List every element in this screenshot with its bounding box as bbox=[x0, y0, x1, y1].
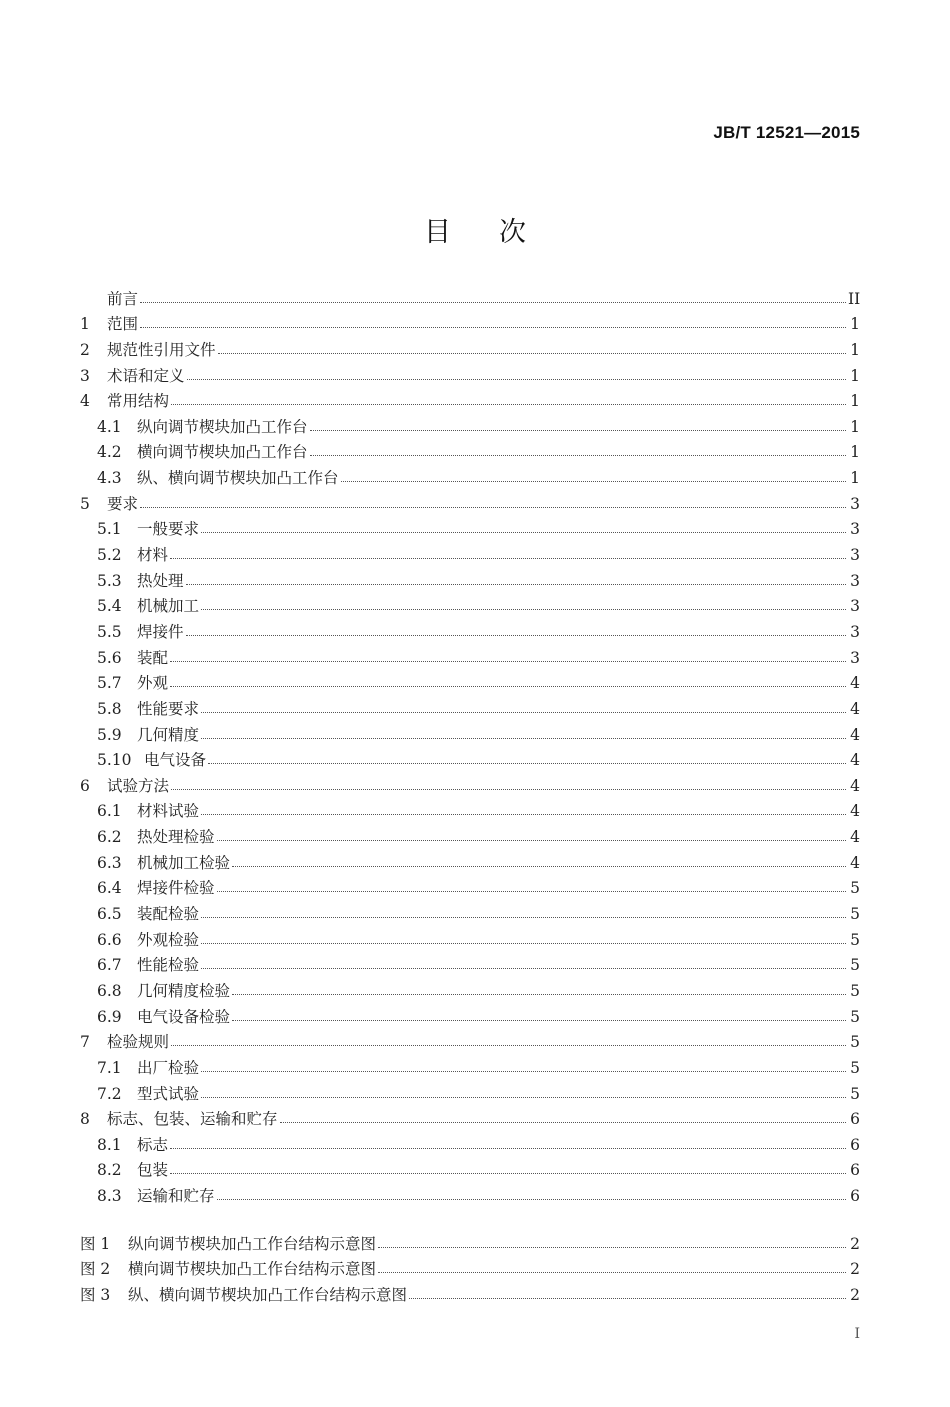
toc-entry[interactable] bbox=[80, 412, 860, 438]
toc-entry-title: 标志、包装、运输和贮存 bbox=[107, 1110, 278, 1129]
toc-entry-page: 6 bbox=[850, 1110, 860, 1129]
dot-leader bbox=[217, 1198, 846, 1200]
toc-entry[interactable] bbox=[80, 489, 860, 515]
toc-entry-title: 热处理检验 bbox=[137, 828, 215, 847]
toc-entry-page: 4 bbox=[850, 776, 860, 795]
toc-entry-number: 2 bbox=[80, 340, 90, 359]
toc-entry-page: 1 bbox=[850, 469, 860, 488]
dot-leader bbox=[201, 711, 846, 713]
toc-entry-page: 4 bbox=[850, 674, 860, 693]
toc-entry-number: 3 bbox=[80, 366, 90, 385]
toc-entry-title: 包装 bbox=[137, 1161, 169, 1180]
figure-entry-page: 2 bbox=[850, 1234, 860, 1253]
toc-entry-number: 5.2 bbox=[97, 546, 122, 565]
toc-entry-page: II bbox=[848, 289, 861, 308]
dot-leader bbox=[217, 890, 846, 892]
document-code: JB/T 12521—2015 bbox=[713, 123, 860, 142]
toc-entry-number: 6.9 bbox=[97, 1007, 122, 1026]
toc-entry-number: 8 bbox=[80, 1110, 90, 1129]
toc-entry-page: 6 bbox=[850, 1187, 860, 1206]
dot-leader bbox=[201, 1070, 846, 1072]
toc-entry-number: 1 bbox=[80, 315, 90, 334]
toc-entry-number: 5.9 bbox=[97, 725, 122, 744]
toc-entry-number: 5.4 bbox=[97, 597, 122, 616]
dot-leader bbox=[378, 1271, 846, 1273]
toc-entry-title: 装配检验 bbox=[137, 905, 200, 924]
toc-entry-number: 5.3 bbox=[97, 571, 122, 590]
toc-entry-page: 4 bbox=[850, 802, 860, 821]
toc-entry-title: 横向调节楔块加凸工作台 bbox=[137, 443, 308, 462]
toc-entry[interactable] bbox=[80, 1053, 860, 1079]
dot-leader bbox=[310, 429, 846, 431]
toc-entry-page: 5 bbox=[850, 981, 860, 1000]
toc-entry-title: 焊接件 bbox=[137, 622, 184, 641]
toc-entry-title: 外观 bbox=[137, 674, 169, 693]
dot-leader bbox=[201, 531, 846, 533]
dot-leader bbox=[201, 916, 846, 918]
toc-entry-number: 5.7 bbox=[97, 674, 122, 693]
dot-leader bbox=[280, 1121, 846, 1123]
toc-entry[interactable] bbox=[80, 438, 860, 464]
toc-entry-number: 6.1 bbox=[97, 802, 122, 821]
toc-entry-title: 材料 bbox=[137, 546, 169, 565]
dot-leader bbox=[201, 737, 846, 739]
toc-entry-page: 1 bbox=[850, 366, 860, 385]
dot-leader bbox=[140, 301, 846, 303]
toc-entry[interactable] bbox=[80, 822, 860, 848]
toc-entry-number: 5.6 bbox=[97, 648, 122, 667]
toc-entry-page: 1 bbox=[850, 417, 860, 436]
toc-entry-title: 标志 bbox=[137, 1135, 169, 1154]
toc-entry-number: 5.8 bbox=[97, 699, 122, 718]
figure-entry[interactable] bbox=[80, 1229, 860, 1255]
dot-leader bbox=[170, 685, 846, 687]
toc-entry-number: 4.3 bbox=[97, 469, 122, 488]
toc-entry[interactable] bbox=[80, 387, 860, 413]
toc-entry-page: 5 bbox=[850, 1058, 860, 1077]
toc-entry-number: 5.1 bbox=[97, 520, 122, 539]
title-char-2: 次 bbox=[499, 217, 526, 248]
table-of-contents bbox=[80, 284, 860, 1207]
toc-entry[interactable] bbox=[80, 1156, 860, 1182]
toc-entry-number: 6.5 bbox=[97, 905, 122, 924]
toc-entry-title: 前言 bbox=[107, 289, 139, 308]
toc-entry[interactable] bbox=[80, 874, 860, 900]
dot-leader bbox=[232, 1019, 846, 1021]
toc-entry-title: 规范性引用文件 bbox=[107, 340, 216, 359]
dot-leader bbox=[140, 506, 846, 508]
toc-entry-title: 一般要求 bbox=[137, 520, 200, 539]
figure-entry-number: 图 2 bbox=[80, 1260, 111, 1279]
toc-entry-title: 型式试验 bbox=[137, 1084, 200, 1103]
toc-entry-number: 7 bbox=[80, 1033, 90, 1052]
figure-entry[interactable] bbox=[80, 1280, 860, 1306]
toc-entry-number: 6.7 bbox=[97, 956, 122, 975]
dot-leader bbox=[186, 634, 846, 636]
figure-entry-number: 图 1 bbox=[80, 1234, 111, 1253]
toc-entry-number: 8.2 bbox=[97, 1161, 122, 1180]
toc-entry[interactable] bbox=[80, 310, 860, 336]
toc-entry[interactable] bbox=[80, 592, 860, 618]
figure-list bbox=[80, 1229, 860, 1306]
toc-entry-page: 3 bbox=[850, 648, 860, 667]
toc-entry-page: 1 bbox=[850, 392, 860, 411]
toc-entry-page: 3 bbox=[850, 597, 860, 616]
toc-entry-page: 3 bbox=[850, 494, 860, 513]
toc-entry-page: 5 bbox=[850, 879, 860, 898]
toc-entry[interactable] bbox=[80, 1130, 860, 1156]
toc-entry-page: 3 bbox=[850, 520, 860, 539]
toc-entry[interactable] bbox=[80, 1079, 860, 1105]
toc-entry-title: 要求 bbox=[107, 494, 139, 513]
dot-leader bbox=[201, 1096, 846, 1098]
toc-entry[interactable] bbox=[80, 335, 860, 361]
dot-leader bbox=[409, 1297, 846, 1299]
toc-entry-title: 试验方法 bbox=[107, 776, 170, 795]
title-char-1: 目 bbox=[424, 217, 451, 248]
dot-leader bbox=[310, 454, 846, 456]
toc-entry-number: 6.6 bbox=[97, 930, 122, 949]
toc-entry-page: 3 bbox=[850, 622, 860, 641]
toc-entry[interactable] bbox=[80, 1028, 860, 1054]
toc-entry-title: 材料试验 bbox=[137, 802, 200, 821]
dot-leader bbox=[201, 942, 846, 944]
toc-entry-title: 装配 bbox=[137, 648, 169, 667]
toc-entry-number: 5.10 bbox=[97, 751, 132, 770]
page-number: I bbox=[854, 1326, 860, 1342]
toc-entry[interactable] bbox=[80, 643, 860, 669]
toc-entry-number: 6.4 bbox=[97, 879, 122, 898]
toc-entry-title: 性能检验 bbox=[137, 956, 200, 975]
toc-entry[interactable] bbox=[80, 566, 860, 592]
toc-entry[interactable] bbox=[80, 515, 860, 541]
toc-entry-page: 4 bbox=[850, 725, 860, 744]
toc-entry-title: 纵、横向调节楔块加凸工作台 bbox=[137, 469, 339, 488]
toc-entry-page: 1 bbox=[850, 443, 860, 462]
toc-entry-page: 3 bbox=[850, 571, 860, 590]
toc-entry[interactable] bbox=[80, 617, 860, 643]
figure-entry[interactable] bbox=[80, 1255, 860, 1281]
dot-leader bbox=[171, 788, 846, 790]
toc-entry-number: 6 bbox=[80, 776, 90, 795]
figure-entry-title: 横向调节楔块加凸工作台结构示意图 bbox=[128, 1260, 377, 1279]
toc-entry-number: 6.3 bbox=[97, 853, 122, 872]
toc-entry-number: 8.1 bbox=[97, 1135, 122, 1154]
toc-entry[interactable] bbox=[80, 284, 860, 310]
dot-leader bbox=[218, 352, 846, 354]
toc-entry-page: 4 bbox=[850, 751, 860, 770]
toc-entry-page: 5 bbox=[850, 905, 860, 924]
figure-entry-number: 图 3 bbox=[80, 1285, 111, 1304]
dot-leader bbox=[170, 660, 846, 662]
toc-entry-number: 4.1 bbox=[97, 417, 122, 436]
toc-entry-title: 机械加工 bbox=[137, 597, 200, 616]
toc-entry-page: 1 bbox=[850, 315, 860, 334]
toc-entry-number: 4.2 bbox=[97, 443, 122, 462]
toc-entry-number: 8.3 bbox=[97, 1187, 122, 1206]
dot-leader bbox=[201, 813, 846, 815]
dot-leader bbox=[341, 480, 846, 482]
toc-entry-title: 外观检验 bbox=[137, 930, 200, 949]
dot-leader bbox=[208, 762, 846, 764]
toc-entry-title: 电气设备检验 bbox=[137, 1007, 231, 1026]
toc-entry-title: 几何精度检验 bbox=[137, 981, 231, 1000]
toc-entry-page: 5 bbox=[850, 1007, 860, 1026]
toc-entry[interactable] bbox=[80, 746, 860, 772]
toc-entry[interactable] bbox=[80, 720, 860, 746]
figure-entry-page: 2 bbox=[850, 1285, 860, 1304]
toc-entry-page: 4 bbox=[850, 699, 860, 718]
toc-entry-number: 6.2 bbox=[97, 828, 122, 847]
toc-entry-page: 5 bbox=[850, 1033, 860, 1052]
dot-leader bbox=[170, 1147, 846, 1149]
dot-leader bbox=[378, 1246, 846, 1248]
toc-entry-number: 4 bbox=[80, 392, 90, 411]
toc-entry[interactable] bbox=[80, 1181, 860, 1207]
toc-entry[interactable] bbox=[80, 899, 860, 925]
toc-entry-title: 机械加工检验 bbox=[137, 853, 231, 872]
toc-entry[interactable] bbox=[80, 669, 860, 695]
figure-entry-title: 纵、横向调节楔块加凸工作台结构示意图 bbox=[128, 1285, 408, 1304]
toc-entry-title: 范围 bbox=[107, 315, 139, 334]
toc-entry[interactable] bbox=[80, 771, 860, 797]
toc-entry-number: 5 bbox=[80, 494, 90, 513]
toc-entry-title: 出厂检验 bbox=[137, 1058, 200, 1077]
toc-entry[interactable] bbox=[80, 976, 860, 1002]
dot-leader bbox=[232, 993, 846, 995]
toc-entry-page: 5 bbox=[850, 956, 860, 975]
dot-leader bbox=[170, 557, 846, 559]
dot-leader bbox=[186, 583, 846, 585]
dot-leader bbox=[217, 839, 846, 841]
figure-entry-page: 2 bbox=[850, 1260, 860, 1279]
toc-entry-title: 纵向调节楔块加凸工作台 bbox=[137, 417, 308, 436]
toc-entry-number: 7.2 bbox=[97, 1084, 122, 1103]
toc-entry[interactable] bbox=[80, 540, 860, 566]
toc-entry-title: 热处理 bbox=[137, 571, 184, 590]
toc-entry-number: 5.5 bbox=[97, 622, 122, 641]
dot-leader bbox=[187, 378, 846, 380]
dot-leader bbox=[171, 403, 846, 405]
toc-entry-title: 焊接件检验 bbox=[137, 879, 215, 898]
toc-entry-title: 常用结构 bbox=[107, 392, 170, 411]
page-title bbox=[0, 210, 950, 249]
toc-entry-page: 6 bbox=[850, 1161, 860, 1180]
toc-entry-title: 检验规则 bbox=[107, 1033, 170, 1052]
toc-entry[interactable] bbox=[80, 463, 860, 489]
toc-entry[interactable] bbox=[80, 925, 860, 951]
toc-entry[interactable] bbox=[80, 797, 860, 823]
toc-entry-title: 性能要求 bbox=[137, 699, 200, 718]
toc-entry-page: 3 bbox=[850, 546, 860, 565]
toc-entry[interactable] bbox=[80, 951, 860, 977]
toc-entry-page: 6 bbox=[850, 1135, 860, 1154]
toc-entry-number: 7.1 bbox=[97, 1058, 122, 1077]
dot-leader bbox=[201, 608, 846, 610]
dot-leader bbox=[201, 967, 846, 969]
dot-leader bbox=[140, 326, 846, 328]
toc-entry[interactable] bbox=[80, 1105, 860, 1131]
toc-entry-page: 5 bbox=[850, 930, 860, 949]
toc-entry-title: 电气设备 bbox=[144, 751, 207, 770]
toc-entry-page: 5 bbox=[850, 1084, 860, 1103]
toc-entry-page: 1 bbox=[850, 340, 860, 359]
dot-leader bbox=[171, 1044, 846, 1046]
toc-entry-title: 术语和定义 bbox=[107, 366, 185, 385]
toc-entry-page: 4 bbox=[850, 828, 860, 847]
dot-leader bbox=[232, 865, 846, 867]
toc-entry-number: 6.8 bbox=[97, 981, 122, 1000]
toc-entry-title: 运输和贮存 bbox=[137, 1187, 215, 1206]
toc-entry[interactable] bbox=[80, 694, 860, 720]
toc-entry[interactable] bbox=[80, 1002, 860, 1028]
toc-entry-title: 几何精度 bbox=[137, 725, 200, 744]
toc-entry[interactable] bbox=[80, 848, 860, 874]
dot-leader bbox=[170, 1172, 846, 1174]
figure-entry-title: 纵向调节楔块加凸工作台结构示意图 bbox=[128, 1234, 377, 1253]
toc-entry-page: 4 bbox=[850, 853, 860, 872]
toc-entry[interactable] bbox=[80, 361, 860, 387]
